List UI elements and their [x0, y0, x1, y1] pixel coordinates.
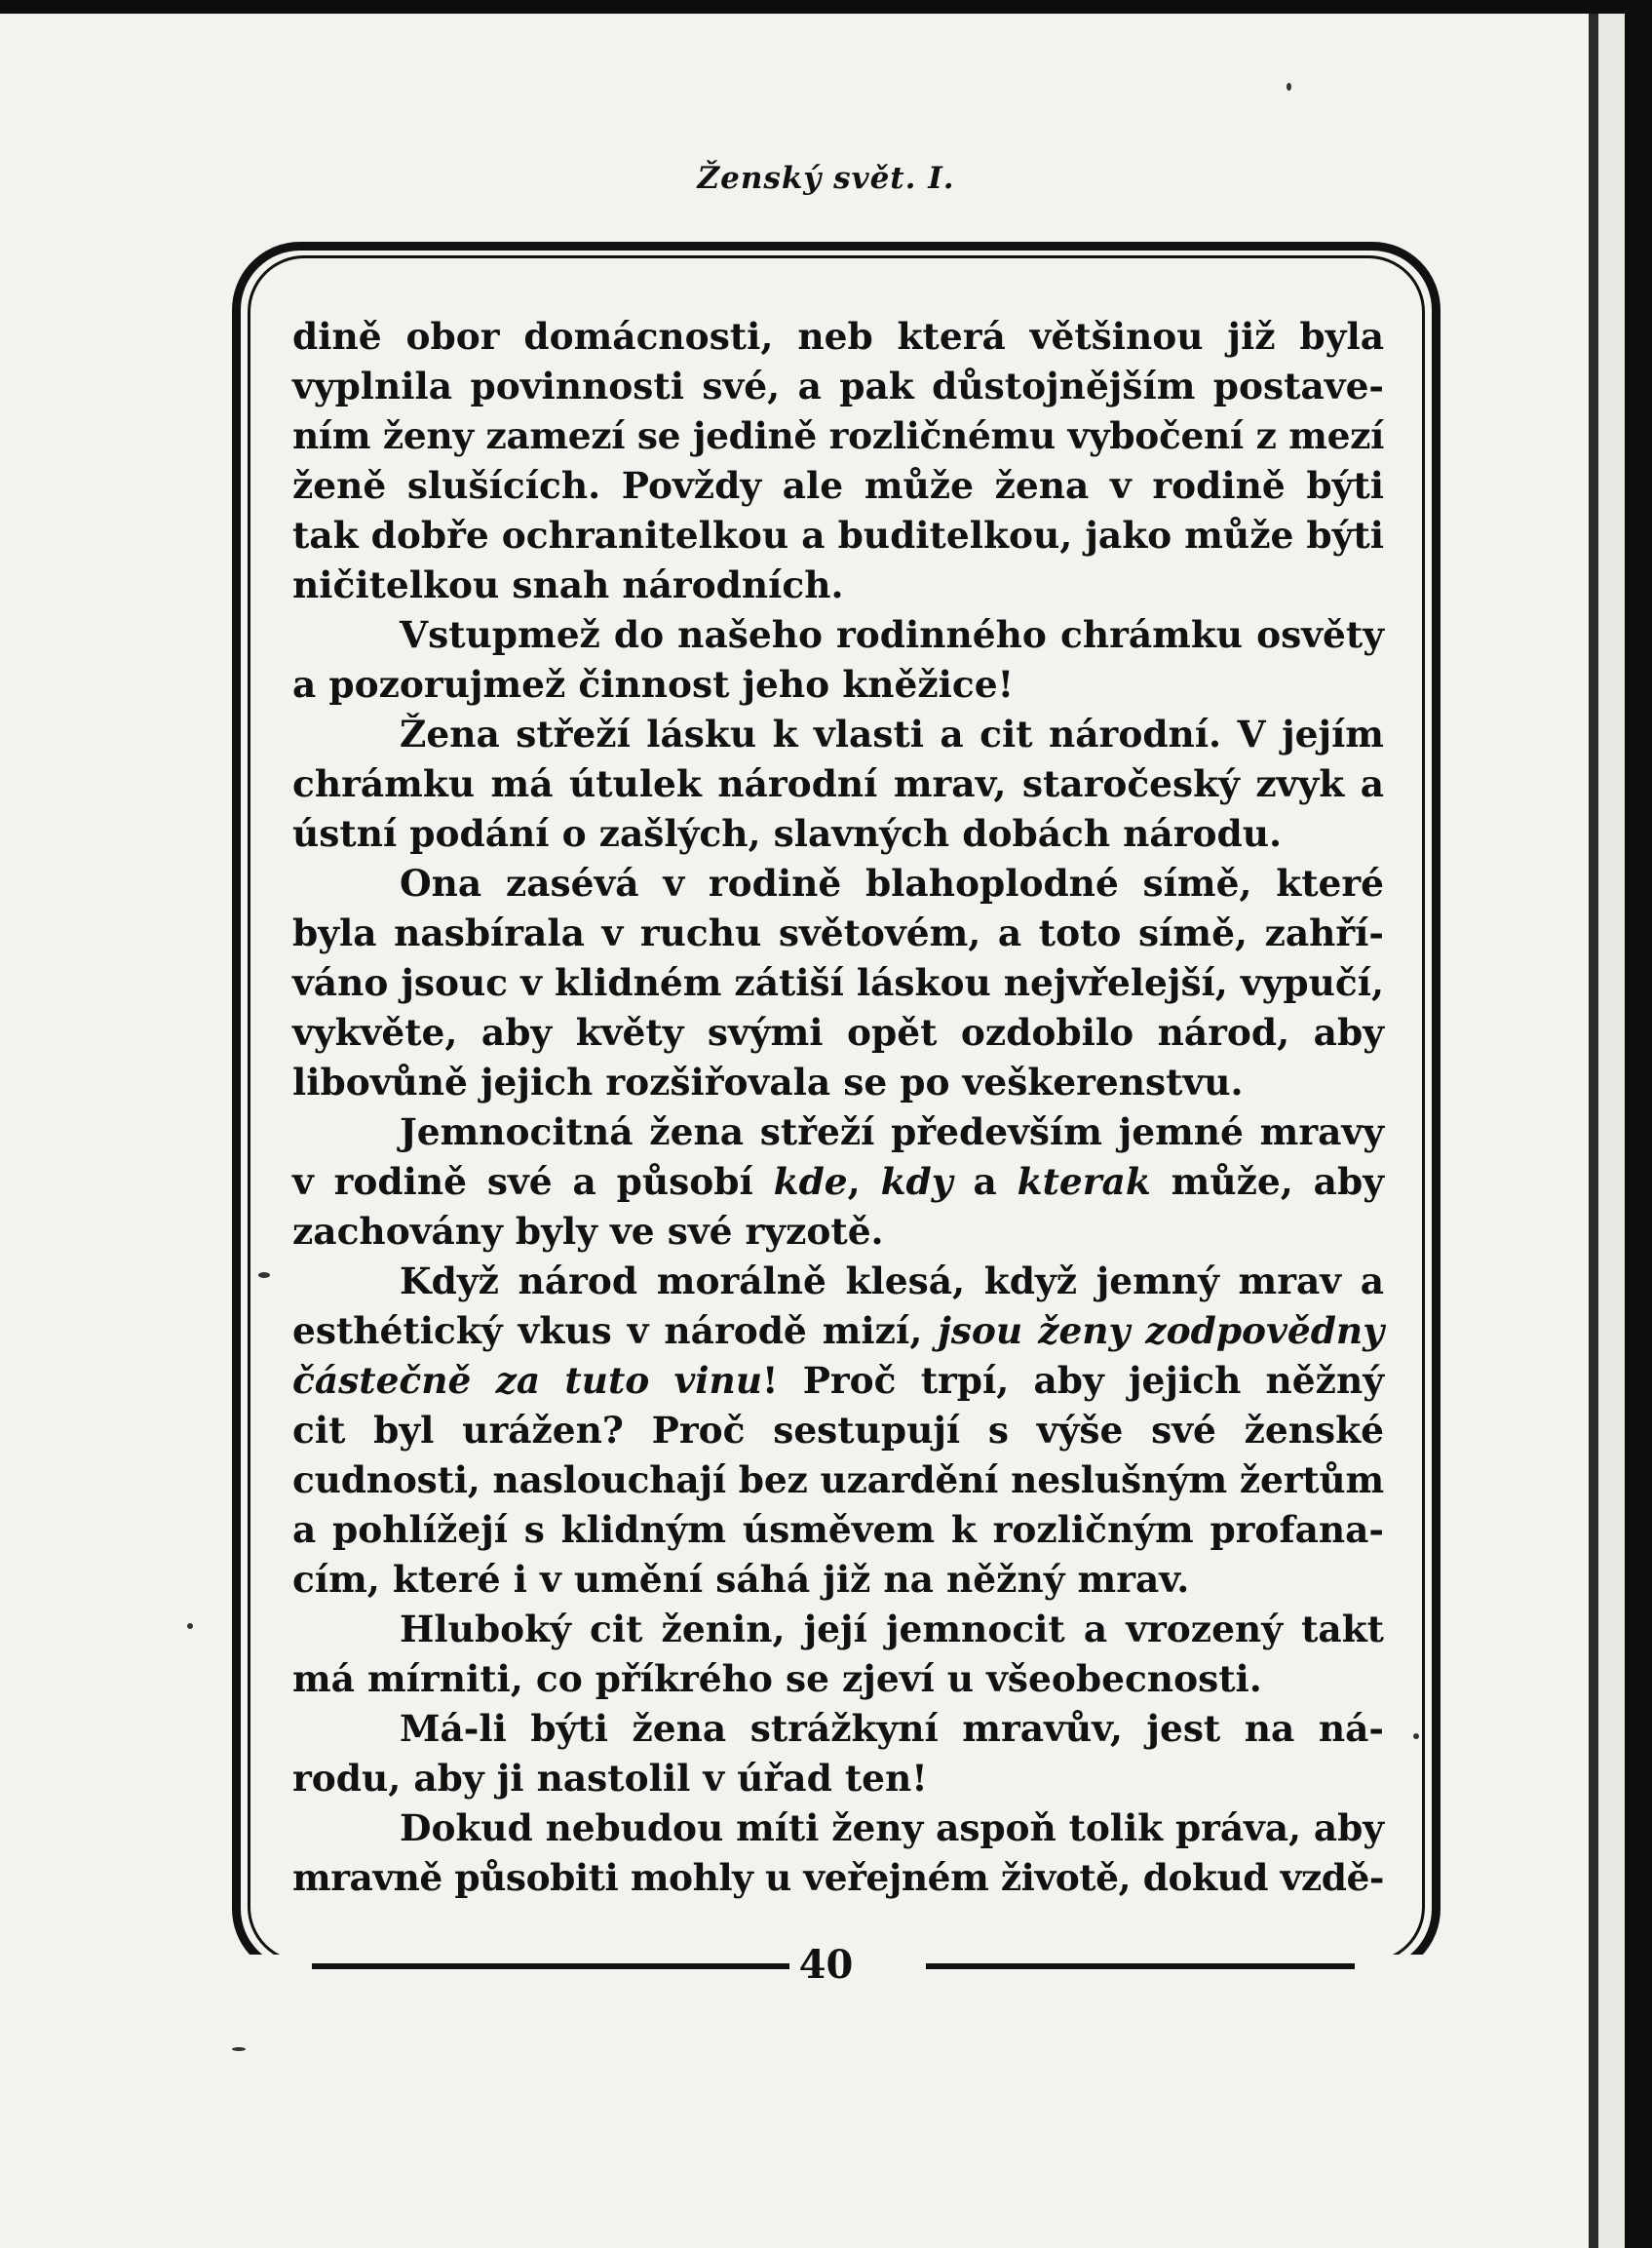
running-head: Ženský svět. I.: [697, 161, 955, 196]
text-run: ,: [847, 1160, 881, 1203]
text-line: Ona zasévá v rodině blahoplodné símě, které: [400, 862, 1384, 905]
scan-edge-inner: [1589, 14, 1598, 2248]
text-line: Hluboký cit ženin, její jemnocit a vrozený takt: [400, 1608, 1384, 1650]
text-line: Jemnocitná žena střeží především jemné mravy: [400, 1110, 1384, 1153]
scan-speck: [187, 1623, 193, 1629]
text-run: ! Proč trpí, aby jejich něžný: [762, 1359, 1384, 1402]
text-line: a pohlížejí s klidným úsměvem k rozličným profana-: [292, 1508, 1384, 1551]
text-run: a: [952, 1160, 1018, 1203]
text-line: ústní podání o zašlých, slavných dobách národu.: [292, 812, 1283, 855]
text-line: libovůně jejich rozšiřovala se po veškerenstvu.: [292, 1061, 1244, 1104]
text-line: chrámku má útulek národní mrav, staročeský zvyk a: [292, 762, 1384, 805]
text-run: může, aby: [1150, 1160, 1384, 1203]
text-line: ním ženy zamezí se jedině rozličnému vybočení z mezí: [292, 414, 1384, 457]
text-line: tak dobře ochranitelkou a buditelkou, jako může býti: [292, 514, 1384, 557]
italic-run: částečně za tuto vinu: [292, 1359, 763, 1402]
italic-run: jsou ženy zodpovědny: [938, 1309, 1384, 1352]
text-line: ničitelkou snah národních.: [292, 563, 844, 606]
text-run: v rodině své a působí: [292, 1160, 774, 1203]
text-line-mixed: [292, 1157, 1384, 1207]
text-line: ženě slušících. Povždy ale může žena v rodině býti: [292, 464, 1384, 507]
italic-run: kterak: [1017, 1160, 1151, 1203]
text-line: cudnosti, naslouchají bez uzardění neslušným žertům: [292, 1458, 1384, 1501]
text-line: rodu, aby ji nastolil v úřad ten!: [292, 1757, 928, 1800]
scan-edge-gap: [1598, 14, 1625, 2248]
scan-edge-right: [1625, 0, 1652, 2248]
page-number: 40: [798, 1942, 854, 1988]
text-line: Vstupmež do našeho rodinného chrámku osvěty: [400, 613, 1384, 656]
text-line: Má-li býti žena strážkyní mravův, jest na ná-: [400, 1707, 1384, 1750]
text-run: esthétický vkus v národě mizí,: [292, 1309, 939, 1352]
text-line: Dokud nebudou míti ženy aspoň tolik práva, aby: [400, 1806, 1384, 1849]
italic-run: kde: [773, 1160, 848, 1203]
text-line: cím, které i v umění sáhá již na něžný mrav.: [292, 1558, 1190, 1601]
text-line: váno jsouc v klidném zátiší láskou nejvřelejší, vypučí,: [292, 961, 1384, 1004]
scan-speck: [1287, 83, 1291, 91]
text-line: mravně působiti mohly u veřejném životě, dokud vzdě-: [292, 1856, 1384, 1899]
text-line: byla nasbírala v ruchu světovém, a toto símě, zahří-: [292, 911, 1384, 954]
text-line: má mírniti, co příkrého se zjeví u všeobecnosti.: [292, 1657, 1262, 1700]
text-line-mixed: [292, 1306, 1384, 1356]
text-line: vykvěte, aby květy svými opět ozdobilo národ, aby: [292, 1011, 1384, 1054]
text-line: cit byl urážen? Proč sestupují s výše své ženské: [292, 1409, 1384, 1452]
text-line: vyplnila povinnosti své, a pak důstojnějším postave-: [292, 365, 1384, 407]
scan-speck: [1413, 1733, 1419, 1739]
body-text: [292, 312, 1384, 1903]
italic-run: kdy: [880, 1160, 953, 1203]
text-line: a pozorujmež činnost jeho kněžice!: [292, 663, 1015, 706]
scan-speck: [232, 2047, 246, 2051]
text-line: Když národ morálně klesá, když jemný mrav a: [400, 1260, 1384, 1302]
scan-edge-top: [0, 0, 1652, 14]
text-line: dině obor domácnosti, neb která většinou již byla: [292, 315, 1384, 358]
text-line: zachovány byly ve své ryzotě.: [292, 1210, 884, 1253]
scan-speck: [258, 1272, 270, 1278]
text-line-mixed: [292, 1356, 1384, 1406]
text-line: Žena střeží lásku k vlasti a cit národní. V jejím: [400, 713, 1384, 756]
